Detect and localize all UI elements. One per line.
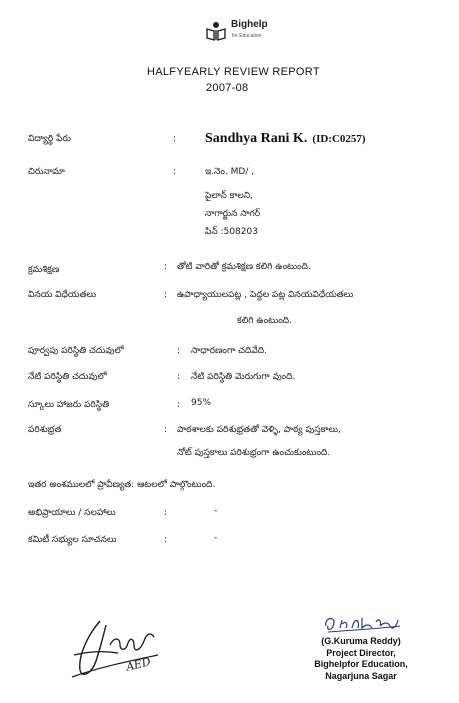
obedience-value-2: కలిగి ఉంటుంది. — [237, 316, 292, 326]
bighelp-logo-icon — [205, 20, 227, 42]
handwritten-signature-right — [322, 612, 402, 636]
address-line-4: పిన్ :508203 — [205, 227, 258, 237]
logo — [205, 18, 285, 46]
location: Nagarjuna Sagar — [325, 670, 397, 681]
address-label: చిరునామా — [28, 167, 65, 177]
student-name-row — [205, 127, 366, 147]
attendance-label: స్కూలు హాజరు పరిస్థితి — [28, 400, 110, 410]
director-block — [296, 636, 426, 682]
present-study-label: నేటి పరిస్థితి చదువులో — [28, 372, 107, 382]
director-title: Project Director, — [326, 647, 396, 658]
committee-label: కమిటీ సభ్యుల సూచనలు — [28, 535, 117, 545]
discipline-value: తోటి వారితో క్రమశిక్షణ కలిగి ఉంటుంది. — [177, 262, 311, 272]
logo-name: Bighelp — [231, 19, 268, 30]
organization-name: Bighelpfor Education, — [314, 659, 408, 669]
colon: : — [164, 508, 168, 518]
present-study-value: నేటి పరిస్థితి మెరుగుగా వుంది. — [191, 372, 296, 382]
student-id: (ID:C0257) — [312, 133, 366, 145]
obedience-value-1: ఉపాధ్యాయులపట్ల , పెద్దల పట్ల వినయవిధేయతలు — [177, 290, 354, 300]
student-name: Sandhya Rani K. — [205, 131, 308, 146]
cleanliness-value-1: పాఠశాలకు పరిశుభ్రతతో వెళ్ళి, పాఠ్య పుస్తకాలు, — [177, 425, 341, 435]
opinions-value: - — [214, 506, 218, 516]
cleanliness-value-2: నోట్ పుస్తకాలు పరిశుభ్రంగా ఉంచుకుంటుంది. — [177, 448, 331, 458]
address-line-3: నాగార్జున సాగర్ — [205, 209, 261, 219]
director-name: (G.Kuruma Reddy) — [321, 636, 401, 646]
colon: : — [177, 346, 181, 356]
student-name-label: విద్యార్థి పేరు — [28, 134, 71, 144]
logo-tagline: for Education — [232, 33, 262, 39]
report-title: HALFYEARLY REVIEW REPORT — [147, 66, 320, 78]
colon: : — [173, 134, 177, 144]
address-line-1: ఇ.నెం. MD/ , — [205, 167, 255, 177]
colon: : — [164, 535, 168, 545]
obedience-label: వినయ విధేయతలు — [28, 290, 96, 300]
handwritten-signature-left — [70, 615, 180, 690]
cleanliness-label: పరిశుభ్రత — [28, 425, 62, 435]
past-study-label: పూర్వపు పరిస్థితి చదువులో — [28, 346, 124, 356]
attendance-value: 95% — [191, 398, 212, 408]
past-study-value: సాధారణంగా చదివేది. — [191, 346, 267, 356]
colon: : — [173, 167, 177, 177]
colon: : — [164, 290, 168, 300]
other-skills: ఇతర అంశములలో ప్రావీణ్యత: ఆటలలో పాల్గొంటుంది. — [28, 480, 216, 490]
colon: : — [164, 262, 168, 272]
discipline-label: క్రమశిక్షణ — [28, 265, 60, 275]
opinions-label: అభిప్రాయాలు / సలహాలు — [28, 508, 116, 518]
colon: : — [177, 372, 181, 382]
signature-initials: AED — [124, 655, 153, 674]
address-line-2: పైలాన్ కాలని, — [205, 191, 254, 201]
committee-value: - — [214, 533, 218, 543]
colon: : — [177, 400, 181, 410]
colon: : — [164, 425, 168, 435]
report-year: 2007-08 — [206, 82, 249, 94]
